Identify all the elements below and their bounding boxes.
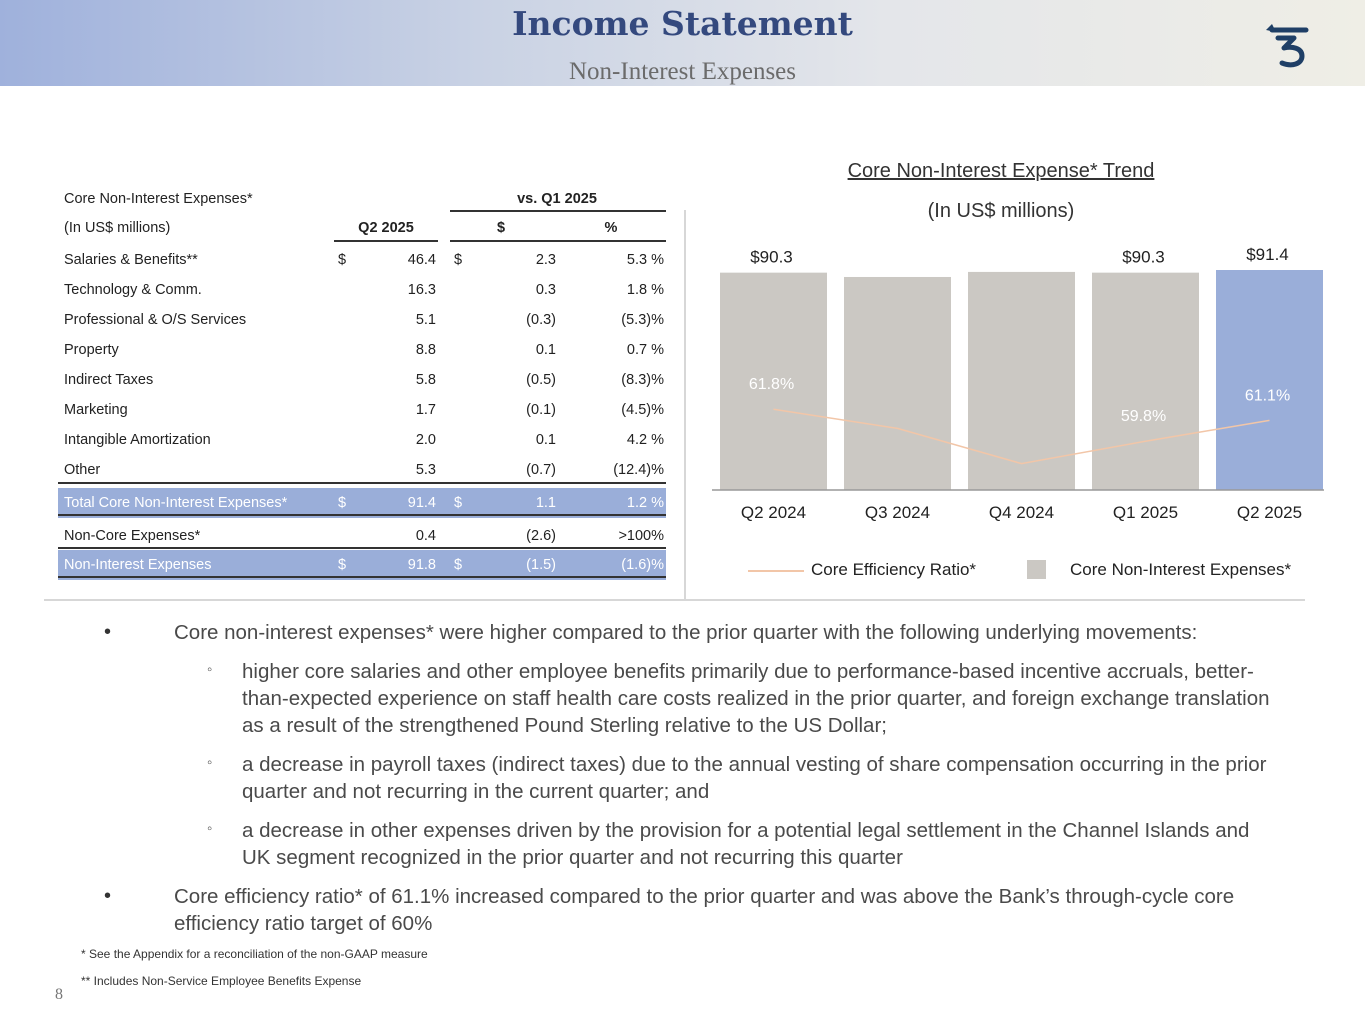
sub-bullet-mark: ◦ bbox=[207, 661, 213, 678]
x-tick-label: Q4 2024 bbox=[988, 503, 1055, 522]
table-row bbox=[58, 395, 666, 425]
currency-symbol: $ bbox=[338, 557, 347, 573]
q2-2025-value: 91.8 bbox=[407, 557, 436, 573]
page-title: Income Statement bbox=[512, 4, 853, 43]
expense-trend-chart bbox=[700, 230, 1340, 590]
table-row bbox=[58, 425, 666, 455]
legend-efficiency-ratio: Core Efficiency Ratio* bbox=[811, 560, 977, 579]
q2-2025-value: 0.4 bbox=[415, 528, 436, 544]
q2-2025-value: 91.4 bbox=[407, 495, 436, 511]
sub-bullet-mark: ◦ bbox=[207, 820, 213, 837]
q2-2025-value: 1.7 bbox=[415, 402, 436, 418]
change-dollar: (1.5) bbox=[526, 557, 556, 573]
page-subtitle: Non-Interest Expenses bbox=[568, 58, 796, 85]
bar bbox=[1092, 273, 1199, 490]
q2-2025-value: 5.3 bbox=[415, 462, 436, 478]
header-rule bbox=[450, 240, 666, 242]
change-percent: (5.3)% bbox=[621, 312, 664, 328]
row-label: Professional & O/S Services bbox=[64, 312, 247, 328]
section-divider bbox=[44, 599, 1305, 601]
row-label: Technology & Comm. bbox=[64, 282, 202, 298]
sub-bullet-mark: ◦ bbox=[207, 754, 213, 771]
bar-data-label: $90.3 bbox=[750, 247, 793, 267]
change-dollar: 0.1 bbox=[535, 342, 556, 358]
sub-bullet-text: a decrease in payroll taxes (indirect taxes) due to the annual vesting of share compensation occurring in the prior quarter and not recurring in the current quarter; and bbox=[242, 753, 1267, 803]
units-label: (In US$ millions) bbox=[64, 220, 171, 236]
table-rule bbox=[58, 547, 666, 549]
change-dollar: (0.1) bbox=[526, 402, 556, 418]
change-percent: 0.7 % bbox=[626, 342, 664, 358]
currency-symbol: $ bbox=[338, 495, 347, 511]
header-rule bbox=[450, 210, 666, 212]
row-label: Total Core Non-Interest Expenses* bbox=[64, 495, 288, 511]
row-label: Property bbox=[64, 342, 119, 358]
table-row bbox=[58, 305, 666, 335]
q2-2025-value: 5.1 bbox=[415, 312, 436, 328]
currency-symbol: $ bbox=[454, 495, 463, 511]
table-row bbox=[58, 365, 666, 395]
legend-bar-swatch bbox=[1027, 560, 1046, 579]
col-header-dollar: $ bbox=[496, 220, 506, 236]
table-row bbox=[58, 275, 666, 305]
table-rule bbox=[58, 576, 666, 578]
change-percent: (1.6)% bbox=[621, 557, 664, 573]
row-label: Non-Interest Expenses bbox=[64, 557, 212, 573]
bar-data-label: $90.3 bbox=[1122, 247, 1165, 267]
x-tick-label: Q2 2025 bbox=[1236, 503, 1303, 522]
table-rule bbox=[58, 482, 666, 484]
q2-2025-value: 16.3 bbox=[407, 282, 436, 298]
bar-data-label: $91.4 bbox=[1246, 245, 1289, 264]
footnote-benefits: ** Includes Non-Service Employee Benefits Expense bbox=[81, 974, 362, 988]
bullet-text: Core non-interest expenses* were higher compared to the prior quarter with the following underlying movements: bbox=[174, 621, 1198, 644]
footnote-non-gaap: * See the Appendix for a reconciliation of the non-GAAP measure bbox=[81, 947, 428, 961]
currency-symbol: $ bbox=[338, 252, 347, 268]
row-label: Salaries & Benefits** bbox=[64, 252, 198, 268]
change-dollar: (0.3) bbox=[526, 312, 556, 328]
change-percent: 5.3 % bbox=[626, 252, 664, 268]
row-label: Marketing bbox=[64, 402, 128, 418]
change-percent: 4.2 % bbox=[626, 432, 664, 448]
line-data-label: 59.8% bbox=[1120, 408, 1167, 426]
table-row bbox=[58, 245, 666, 275]
row-label: Other bbox=[64, 462, 101, 478]
bar bbox=[1216, 270, 1323, 490]
change-percent: (12.4)% bbox=[613, 462, 664, 478]
row-label: Intangible Amortization bbox=[64, 432, 211, 448]
table-row bbox=[58, 335, 666, 365]
q2-2025-value: 46.4 bbox=[407, 252, 436, 268]
table-row bbox=[58, 455, 666, 485]
table-title: Core Non-Interest Expenses* bbox=[64, 191, 253, 207]
table-subheader-row bbox=[58, 213, 666, 243]
comparison-header: vs. Q1 2025 bbox=[517, 191, 597, 207]
row-label: Non-Core Expenses* bbox=[64, 528, 201, 544]
row-label: Indirect Taxes bbox=[64, 372, 154, 388]
section-divider bbox=[684, 210, 686, 600]
chart-subtitle: (In US$ millions) bbox=[927, 200, 1075, 222]
currency-symbol: $ bbox=[454, 252, 463, 268]
change-dollar: (2.6) bbox=[526, 528, 556, 544]
currency-symbol: $ bbox=[454, 557, 463, 573]
bank-logo-icon bbox=[1262, 20, 1316, 70]
change-percent: 1.8 % bbox=[626, 282, 664, 298]
change-dollar: 1.1 bbox=[535, 495, 556, 511]
bullet-mark: • bbox=[104, 885, 112, 907]
bar bbox=[844, 277, 951, 490]
change-percent: (8.3)% bbox=[621, 372, 664, 388]
legend-line-swatch bbox=[748, 570, 804, 572]
change-dollar: 0.1 bbox=[535, 432, 556, 448]
q2-2025-value: 8.8 bbox=[415, 342, 436, 358]
change-percent: (4.5)% bbox=[621, 402, 664, 418]
x-tick-label: Q1 2025 bbox=[1112, 503, 1179, 522]
change-dollar: (0.5) bbox=[526, 372, 556, 388]
col-header-q2-2025: Q2 2025 bbox=[358, 220, 414, 236]
q2-2025-value: 2.0 bbox=[415, 432, 436, 448]
x-tick-label: Q2 2024 bbox=[740, 503, 807, 522]
q2-2025-value: 5.8 bbox=[415, 372, 436, 388]
change-dollar: (0.7) bbox=[526, 462, 556, 478]
col-header-percent: % bbox=[604, 220, 618, 236]
header-rule bbox=[334, 240, 438, 242]
sub-bullet-text: a decrease in other expenses driven by the provision for a potential legal settlement in the Channel Islands and UK segment recognized in the prior quarter and not recurring this quarter bbox=[242, 819, 1250, 869]
chart-title: Core Non-Interest Expense* Trend bbox=[847, 160, 1155, 182]
line-data-label: 61.8% bbox=[748, 376, 795, 394]
sub-bullet-text: higher core salaries and other employee benefits primarily due to performance-based incentive accruals, better-than-expected experience on staff health care costs realized in the prior quarter, and foreign exchange translation as a result of the strengthened Pound Sterling relative to the US Dollar; bbox=[242, 660, 1270, 737]
bullet-text: Core efficiency ratio* of 61.1% increased compared to the prior quarter and was above the Bank’s through-cycle core efficiency ratio target of 60% bbox=[174, 885, 1235, 935]
change-percent: 1.2 % bbox=[626, 495, 664, 511]
table-rule bbox=[58, 514, 666, 516]
line-data-label: 61.1% bbox=[1244, 387, 1291, 405]
page-number: 8 bbox=[55, 986, 63, 1003]
change-percent: >100% bbox=[618, 528, 664, 544]
change-dollar: 0.3 bbox=[535, 282, 556, 298]
x-tick-label: Q3 2024 bbox=[864, 503, 931, 522]
bullet-mark: • bbox=[104, 621, 112, 643]
change-dollar: 2.3 bbox=[535, 252, 556, 268]
legend-core-expenses: Core Non-Interest Expenses* bbox=[1070, 560, 1292, 579]
